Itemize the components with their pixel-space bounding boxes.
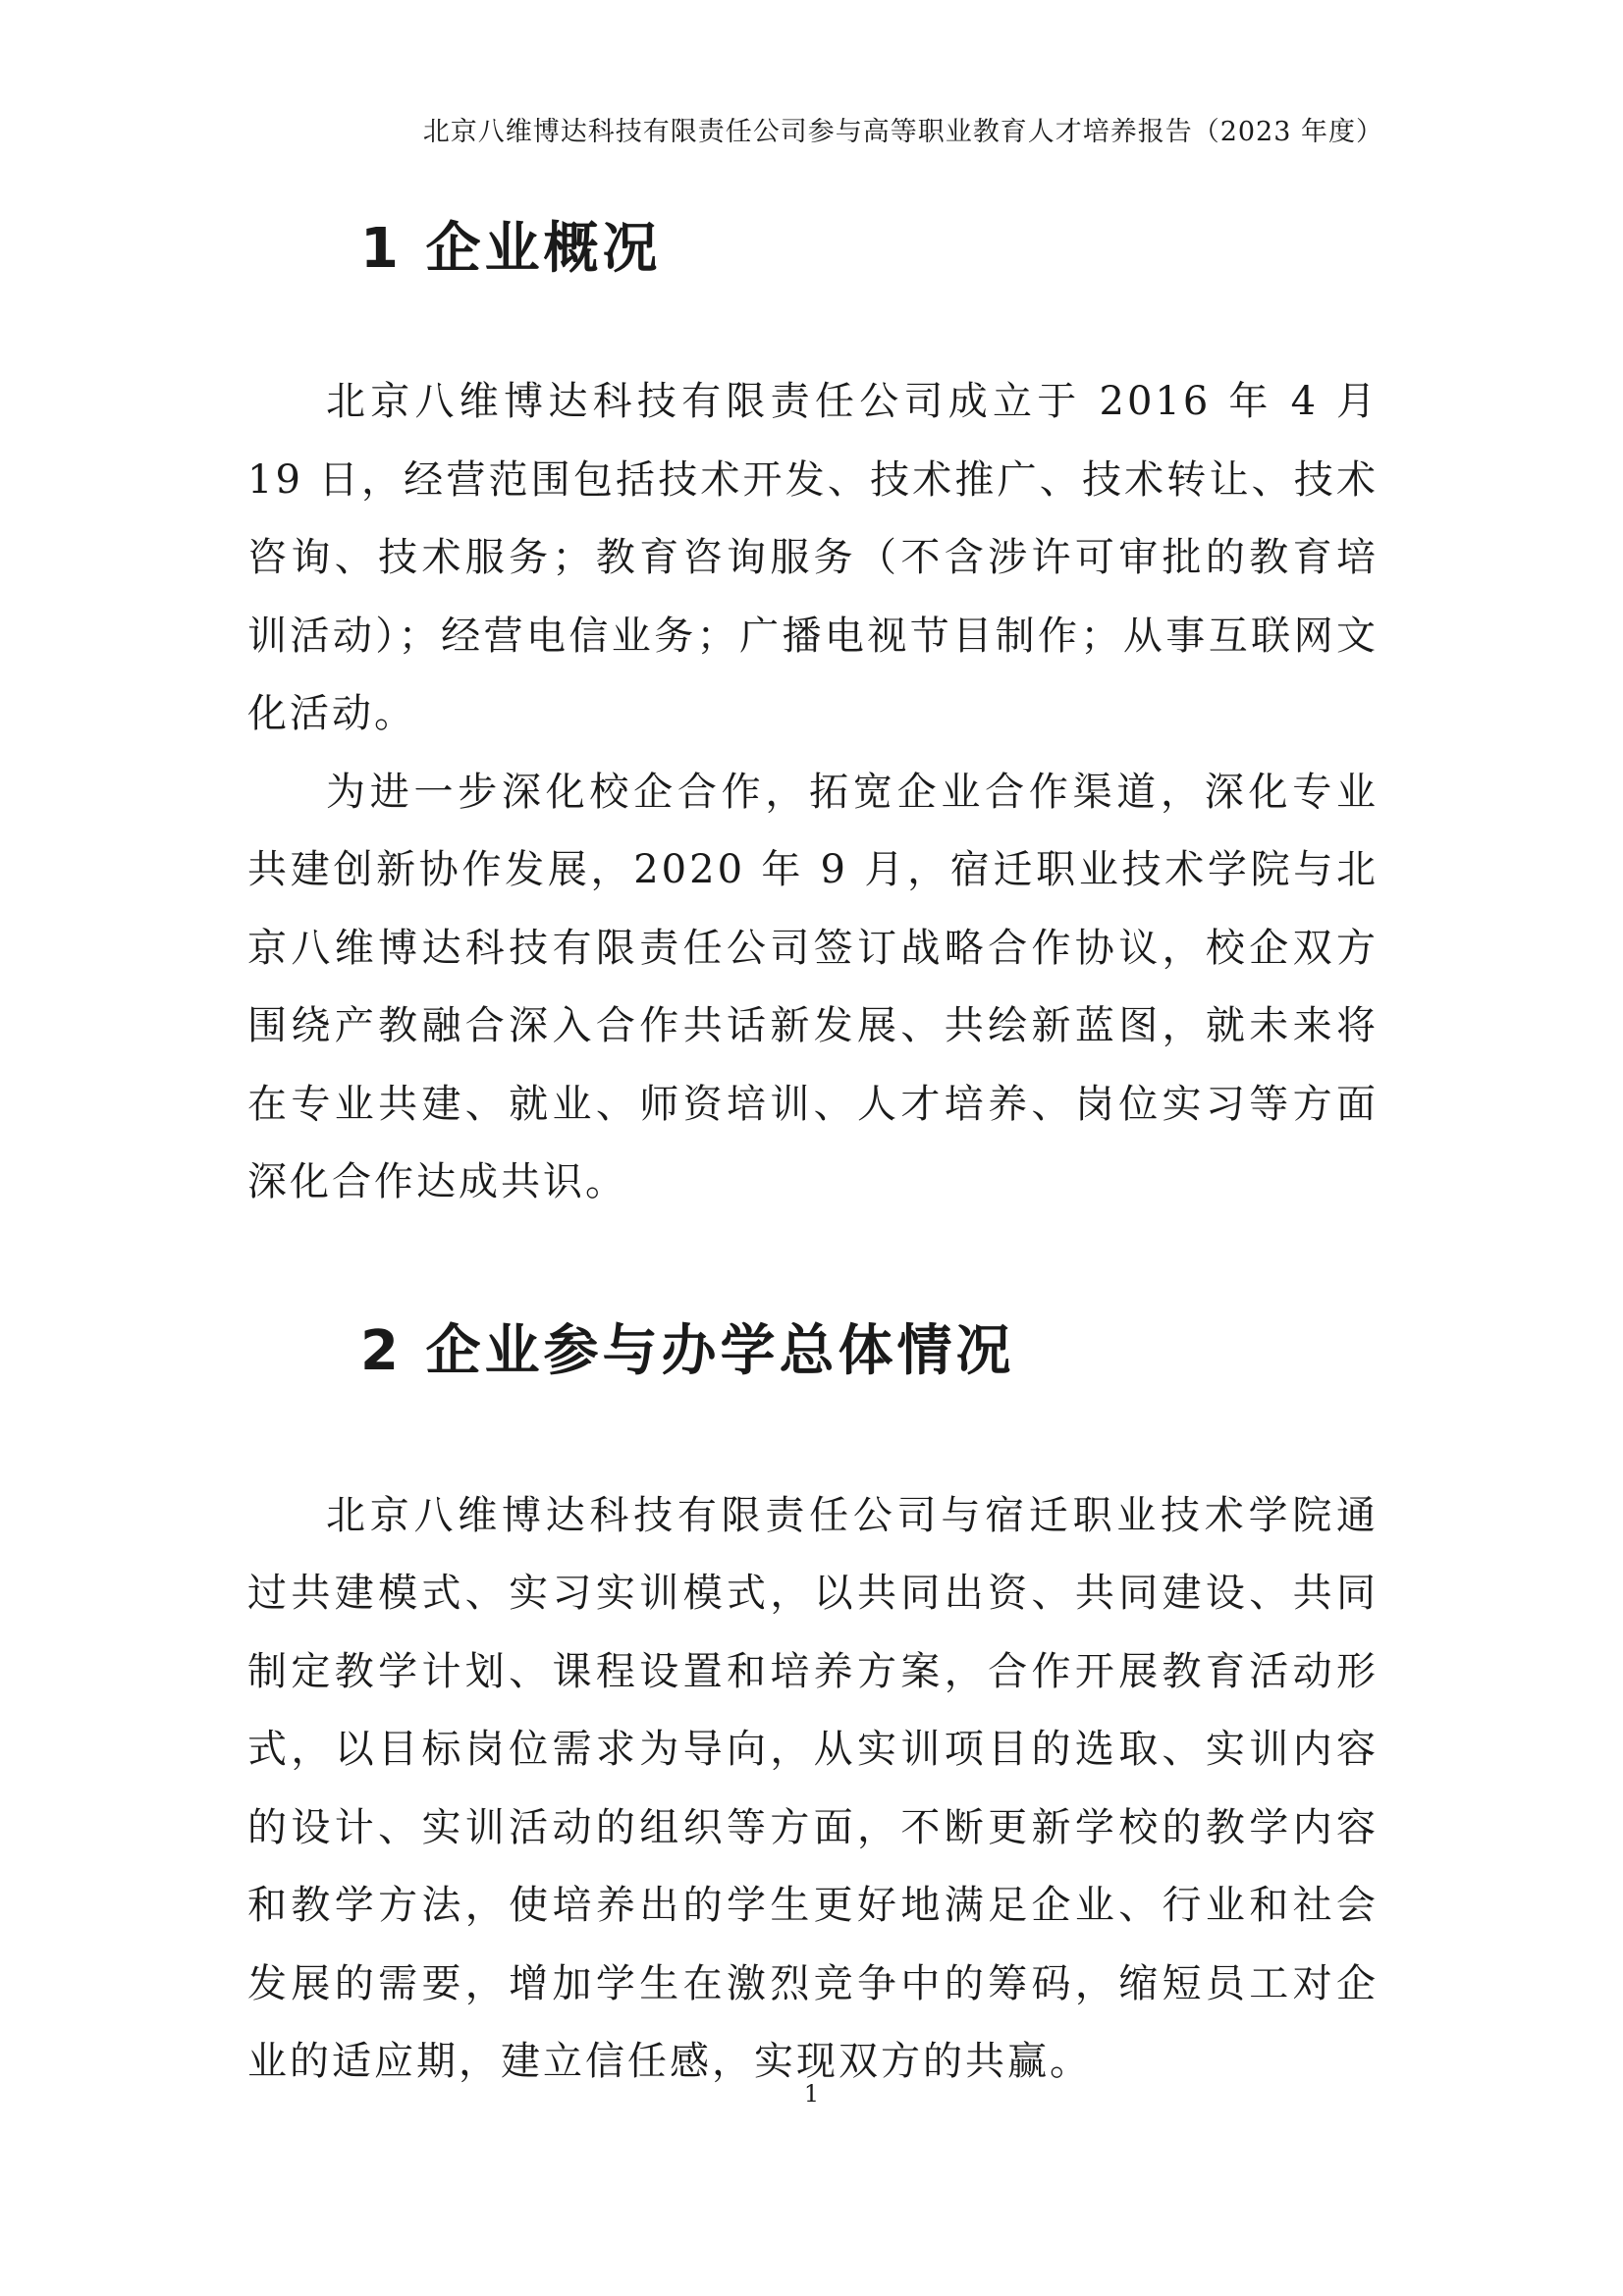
page-number: 1 [803, 2080, 820, 2108]
paragraph: 北京八维博达科技有限责任公司与宿迁职业技术学院通过共建模式、实习实训模式，以共同出资、共同建设、共同制定教学计划、课程设置和培养方案，合作开展教育活动形式，以目标岗位需求为导向，从实训项目的选取、实训内容的设计、实训活动的组织等方面，不断更新学校的教学内容和教学方法，使培养出的学生更好地满足企业、行业和社会发展的需要，增加学生在激烈竞争中的筹码，缩短员工对企业的适应期，建立信任感，实现双方的共赢。 [247, 1492, 1379, 2084]
paragraph: 为进一步深化校企合作，拓宽企业合作渠道，深化专业共建创新协作发展，2020 年 9 月，宿迁职业技术学院与北京八维博达科技有限责任公司签订战略合作协议，校企双方围绕产教融合深入合作共话新发展、共绘新蓝图，就未来将在专业共建、就业、师资培训、人才培养、岗位实习等方面深化合作达成共识。 [247, 769, 1379, 1204]
section-heading-1: 1 企业概况 [360, 217, 662, 281]
section-heading-2: 2 企业参与办学总体情况 [360, 1318, 1015, 1383]
page-body [247, 210, 1379, 2102]
running-header: 北京八维博达科技有限责任公司参与高等职业教育人才培养报告（2023 年度） [422, 117, 1383, 147]
section-2-body [247, 1477, 1379, 2102]
section-1-body [247, 363, 1379, 1222]
paragraph: 北京八维博达科技有限责任公司成立于 2016 年 4 月 19 日，经营范围包括技术开发、技术推广、技术转让、技术咨询、技术服务；教育咨询服务（不含涉许可审批的教育培训活动）；经营电信业务；广播电视节目制作；从事互联网文化活动。 [247, 379, 1379, 736]
